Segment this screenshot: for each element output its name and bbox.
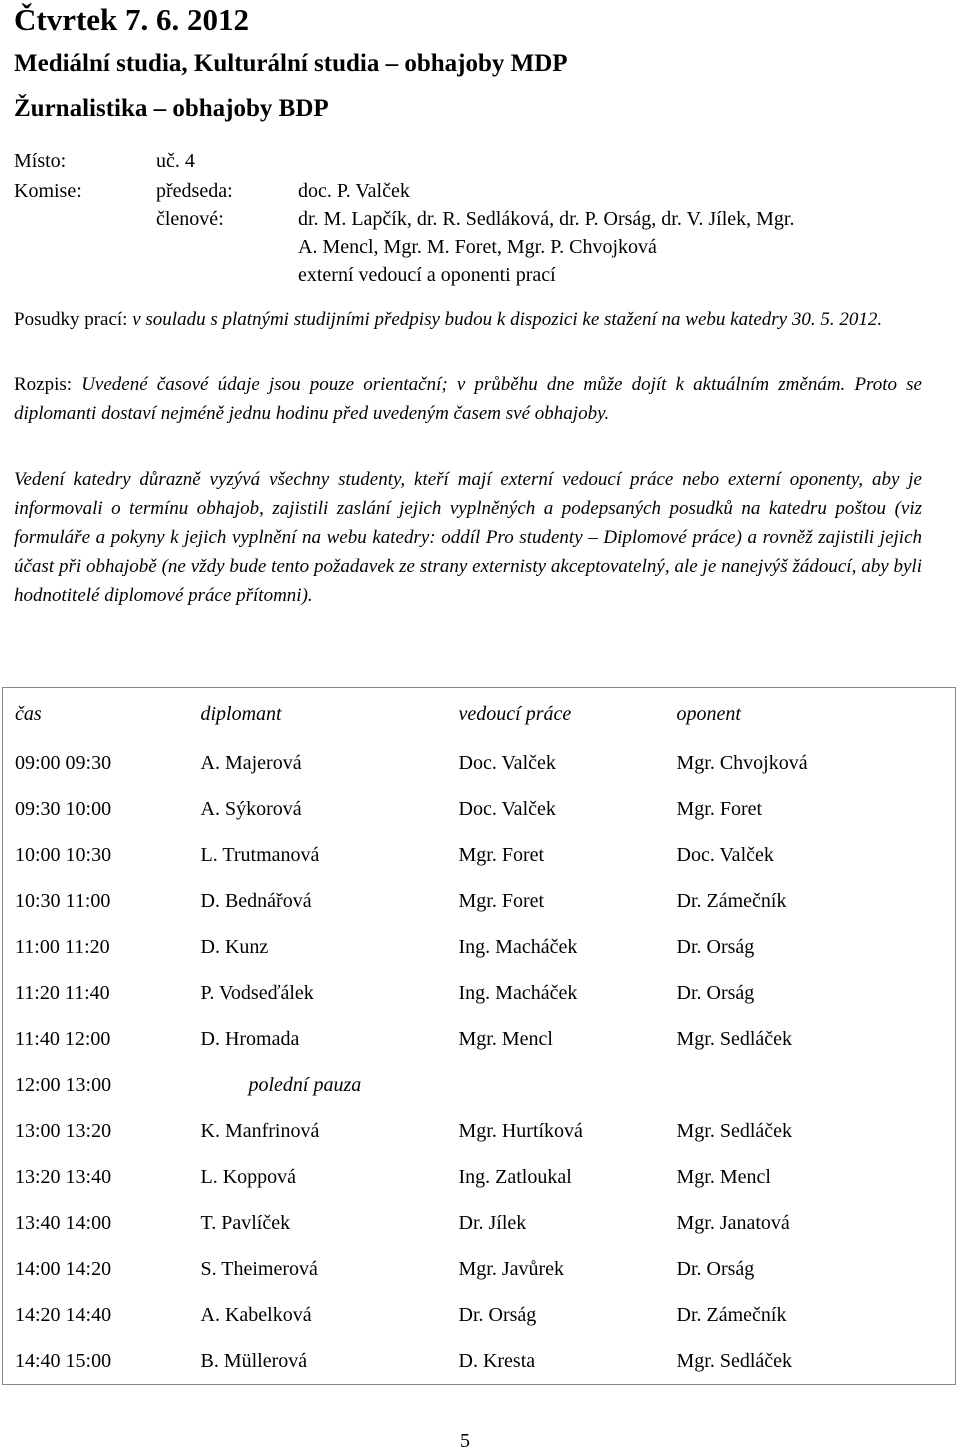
cell-time: 14:40 15:00 xyxy=(15,1349,112,1372)
cell-student: B. Müllerová xyxy=(200,1349,308,1372)
cell-student: D. Hromada xyxy=(200,1027,300,1050)
cell-opponent: Dr. Zámečník xyxy=(676,889,787,912)
table-row xyxy=(3,1108,956,1154)
table-body xyxy=(3,740,956,1385)
cell-opponent: Dr. Orság xyxy=(676,981,755,1004)
cell-opponent: Dr. Zámečník xyxy=(676,1303,787,1326)
members-line-1: dr. M. Lapčík, dr. R. Sedláková, dr. P. Orság, dr. V. Jílek, Mgr. xyxy=(298,208,795,230)
cell-supervisor: D. Kresta xyxy=(458,1349,536,1372)
cell-time: 13:00 13:20 xyxy=(15,1119,112,1142)
cell-opponent: Mgr. Foret xyxy=(676,797,763,820)
header-time: čas xyxy=(15,702,42,725)
cell-time: 14:20 14:40 xyxy=(15,1303,112,1326)
table-row xyxy=(3,1154,956,1200)
members-line-3: externí vedoucí a oponenti prací xyxy=(298,264,556,286)
cell-student: P. Vodseďálek xyxy=(200,981,314,1004)
table-row xyxy=(3,832,956,878)
chair-value: doc. P. Valček xyxy=(298,180,410,202)
cell-supervisor: Doc. Valček xyxy=(458,751,556,774)
schedule-note-label: Rozpis: xyxy=(14,374,73,395)
page-title: Čtvrtek 7. 6. 2012 xyxy=(14,2,250,37)
cell-student: S. Theimerová xyxy=(200,1257,318,1280)
cell-student: A. Sýkorová xyxy=(200,797,302,820)
cell-student: D. Kunz xyxy=(200,935,269,958)
cell-supervisor: Ing. Macháček xyxy=(458,981,578,1004)
cell-opponent: Dr. Orság xyxy=(676,1257,755,1280)
committee-label: Komise: xyxy=(14,180,82,202)
cell-lunch-break: polední pauza xyxy=(248,1073,362,1096)
table-row xyxy=(3,786,956,832)
table-row xyxy=(3,1246,956,1292)
table-row xyxy=(3,1338,956,1385)
cell-opponent: Mgr. Mencl xyxy=(676,1165,771,1188)
place-value: uč. 4 xyxy=(156,150,195,172)
cell-supervisor: Mgr. Foret xyxy=(458,843,545,866)
table-row xyxy=(3,924,956,970)
table-row xyxy=(3,1200,956,1246)
cell-time: 13:20 13:40 xyxy=(15,1165,112,1188)
cell-supervisor: Ing. Zatloukal xyxy=(458,1165,572,1188)
cell-student: A. Kabelková xyxy=(200,1303,312,1326)
cell-student: D. Bednářová xyxy=(200,889,312,912)
cell-opponent: Mgr. Sedláček xyxy=(676,1349,793,1372)
subtitle-media-studies: Mediální studia, Kulturální studia – obhajoby MDP xyxy=(14,50,568,77)
table-row xyxy=(3,1292,956,1338)
place-label: Místo: xyxy=(14,150,67,172)
table-row xyxy=(3,1016,956,1062)
cell-time: 11:00 11:20 xyxy=(15,935,110,958)
reviews-label: Posudky prací: xyxy=(14,309,128,330)
members-label: členové: xyxy=(156,208,224,230)
cell-opponent: Doc. Valček xyxy=(676,843,774,866)
table-row xyxy=(3,970,956,1016)
table-row xyxy=(3,878,956,924)
cell-time: 13:40 14:00 xyxy=(15,1211,112,1234)
cell-supervisor: Mgr. Mencl xyxy=(458,1027,553,1050)
table-row xyxy=(3,1062,956,1108)
defense-schedule-table xyxy=(2,687,956,1385)
members-line-2: A. Mencl, Mgr. M. Foret, Mgr. P. Chvojková xyxy=(298,236,657,258)
cell-supervisor: Dr. Jílek xyxy=(458,1211,527,1234)
cell-student: T. Pavlíček xyxy=(200,1211,291,1234)
cell-supervisor: Ing. Macháček xyxy=(458,935,578,958)
cell-opponent: Mgr. Sedláček xyxy=(676,1027,793,1050)
cell-supervisor: Doc. Valček xyxy=(458,797,556,820)
header-student: diplomant xyxy=(200,702,282,725)
cell-supervisor: Mgr. Hurtíková xyxy=(458,1119,583,1142)
cell-time: 09:30 10:00 xyxy=(15,797,112,820)
table-header-row xyxy=(3,688,956,741)
cell-time: 10:00 10:30 xyxy=(15,843,112,866)
page-number: 5 xyxy=(460,1430,470,1452)
header-supervisor: vedoucí práce xyxy=(458,702,572,725)
chair-label: předseda: xyxy=(156,180,233,202)
cell-opponent: Dr. Orság xyxy=(676,935,755,958)
cell-opponent: Mgr. Chvojková xyxy=(676,751,808,774)
schedule-note-paragraph xyxy=(14,370,922,428)
reviews-paragraph xyxy=(14,305,922,334)
cell-supervisor: Mgr. Foret xyxy=(458,889,545,912)
header-opponent: oponent xyxy=(676,702,741,725)
reviews-text: v souladu s platnými studijními předpisy budou k dispozici ke stažení na webu katedry 30. 5. 2012. xyxy=(132,309,883,330)
department-notice: Vedení katedry důrazně vyzývá všechny studenty, kteří mají externí vedoucí práce nebo externí oponenty, aby je informovali o termínu obhajob, zajistili zaslání jejich vyplněných a podepsaných posudků na katedru poštou (viz formuláře a pokyny k jejich vyplnění na webu katedry: oddíl Pro studenty – Diplomové práce) a rovněž zajistili jejich účast při obhajobě (ne vždy bude tento požadavek ze strany externisty akceptovatelný, ale je nanejvýš žádoucí, aby byli hodnotitelé diplomové práce přítomni). xyxy=(14,469,922,606)
cell-student: A. Majerová xyxy=(200,751,302,774)
cell-student: L. Trutmanová xyxy=(200,843,320,866)
cell-student: K. Manfrinová xyxy=(200,1119,320,1142)
schedule-note-text: Uvedené časové údaje jsou pouze orientační; v průběhu dne může dojít k aktuálním změnám. Proto se diplomanti dostaví nejméně jednu hodinu před uvedeným časem své obhajoby. xyxy=(14,374,922,424)
cell-time: 11:20 11:40 xyxy=(15,981,110,1004)
cell-supervisor: Dr. Orság xyxy=(458,1303,537,1326)
cell-time: 11:40 12:00 xyxy=(15,1027,111,1050)
subtitle-journalism: Žurnalistika – obhajoby BDP xyxy=(14,95,329,122)
cell-time: 14:00 14:20 xyxy=(15,1257,112,1280)
cell-time: 09:00 09:30 xyxy=(15,751,112,774)
cell-supervisor: Mgr. Javůrek xyxy=(458,1257,565,1280)
cell-time: 12:00 13:00 xyxy=(15,1073,112,1096)
cell-time: 10:30 11:00 xyxy=(15,889,111,912)
cell-student: L. Koppová xyxy=(200,1165,297,1188)
table-row xyxy=(3,740,956,786)
cell-opponent: Mgr. Janatová xyxy=(676,1211,790,1234)
cell-opponent: Mgr. Sedláček xyxy=(676,1119,793,1142)
